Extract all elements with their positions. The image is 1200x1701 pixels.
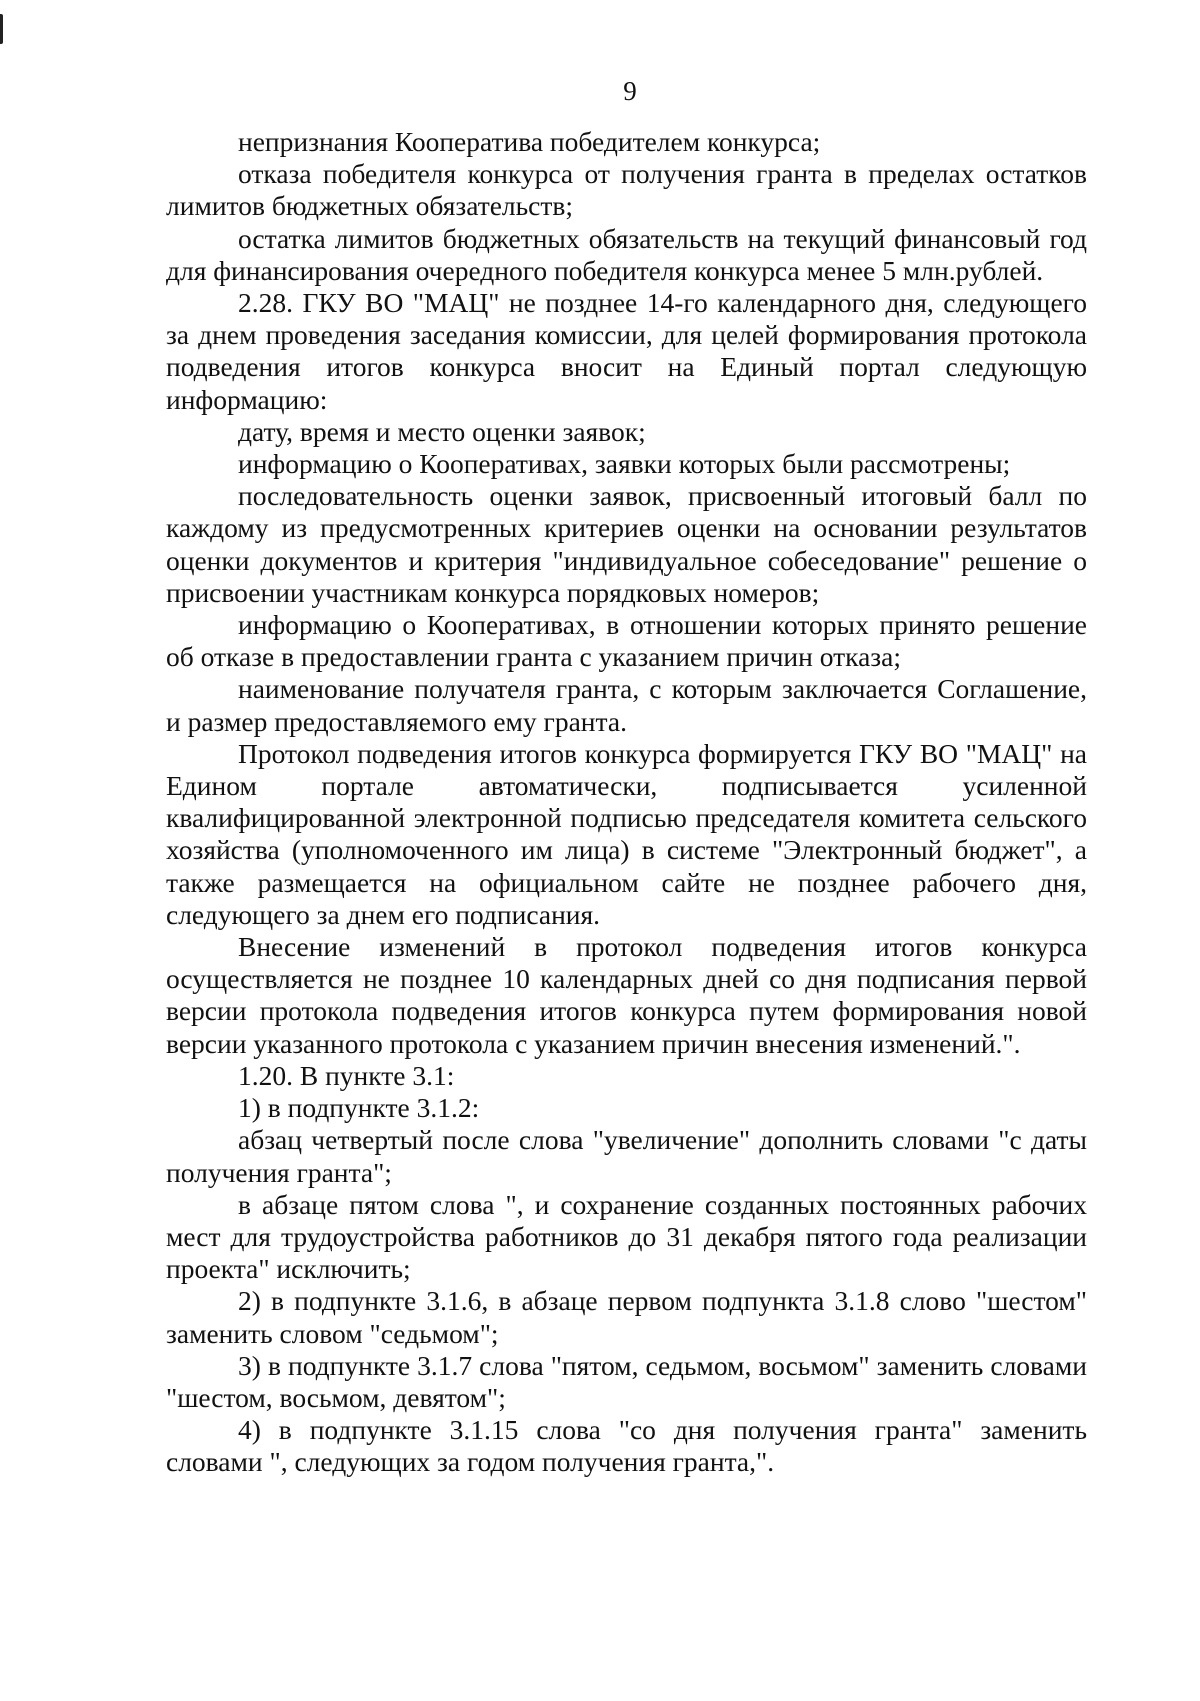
paragraph: информацию о Кооперативах, заявки которых были рассмотрены; <box>238 448 1011 480</box>
paragraph: 4) в подпункте 3.1.15 слова "со дня получения гранта" заменить словами ", следующих за годом получения гранта,". <box>166 1414 1087 1478</box>
paragraph: непризнания Кооператива победителем конкурса; <box>238 126 821 157</box>
paragraph: 1.20. В пункте 3.1: <box>238 1059 455 1091</box>
paragraph: наименование получателя гранта, с которым заключается Соглашение, и размер предоставляемого ему гранта. <box>166 673 1087 737</box>
paragraph: 2.28. ГКУ ВО "МАЦ" не позднее 14-го календарного дня, следующего за днем проведения заседания комиссии, для целей формирования протокола подведения итогов конкурса вносит на Единый портал следующую информацию: <box>166 287 1087 415</box>
paragraph: отказа победителя конкурса от получения гранта в пределах остатков лимитов бюджетных обязательств; <box>166 158 1087 222</box>
paragraph: абзац четвертый после слова "увеличение" дополнить словами "с даты получения гранта"; <box>166 1124 1087 1188</box>
scan-edge-mark <box>0 14 3 44</box>
paragraph: 1) в подпункте 3.1.2: <box>238 1092 480 1124</box>
paragraph: информацию о Кооперативах, в отношении которых принято решение об отказе в предоставлении гранта с указанием причин отказа; <box>166 609 1087 673</box>
page-number: 9 <box>623 76 637 106</box>
paragraph: дату, время и место оценки заявок; <box>238 415 646 447</box>
paragraph: 2) в подпункте 3.1.6, в абзаце первом подпункта 3.1.8 слово "шестом" заменить словом "седьмом"; <box>166 1285 1087 1349</box>
paragraph: 3) в подпункте 3.1.7 слова "пятом, седьмом, восьмом" заменить словами "шестом, восьмом, девятом"; <box>166 1349 1087 1413</box>
paragraph: последовательность оценки заявок, присвоенный итоговый балл по каждому из предусмотренных критериев оценки на основании результатов оценки документов и критерия "индивидуальное собеседование" решение о присвоении участникам конкурса порядковых номеров; <box>166 480 1087 608</box>
paragraph: Внесение изменений в протокол подведения итогов конкурса осуществляется не позднее 10 календарных дней со дня подписания первой версии протокола подведения итогов конкурса путем формирования новой версии указанного протокола с указанием причин внесения изменений.". <box>166 931 1087 1059</box>
paragraph: Протокол подведения итогов конкурса формируется ГКУ ВО "МАЦ" на Едином портале автоматически, подписывается усиленной квалифицированной электронной подписью председателя комитета сельского хозяйства (уполномоченного им лица) в системе "Электронный бюджет", а также размещается на официальном сайте не позднее рабочего дня, следующего за днем его подписания. <box>166 737 1087 930</box>
document-body <box>166 126 1087 1479</box>
paragraph: остатка лимитов бюджетных обязательств на текущий финансовый год для финансирования очередного победителя конкурса менее 5 млн.рублей. <box>166 222 1087 286</box>
paragraph: в абзаце пятом слова ", и сохранение созданных постоянных рабочих мест для трудоустройства работников до 31 декабря пятого года реализации проекта" исключить; <box>166 1188 1087 1285</box>
